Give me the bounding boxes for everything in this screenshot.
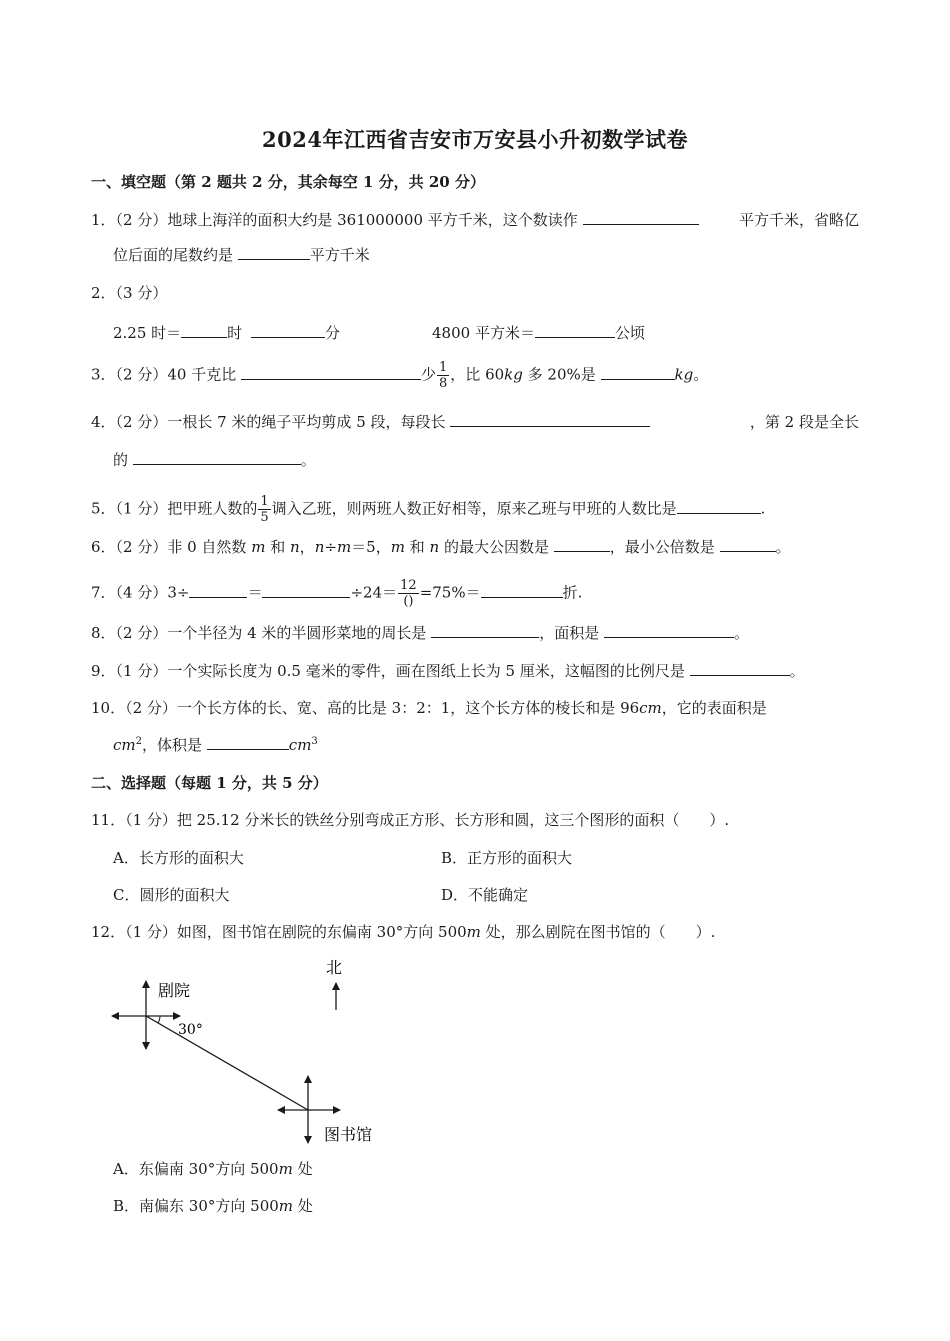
- q12-text-b: 处，那么剧院在图书馆的（ ）.: [480, 923, 716, 941]
- q6-var-n: n: [290, 538, 300, 556]
- q3-unit-kg2: kg: [674, 365, 694, 384]
- q8-text-b: ，面积是: [539, 624, 600, 642]
- question-10-line1: [91, 697, 767, 719]
- q6-blank-gcd[interactable]: [554, 536, 610, 552]
- q3-text-c: ，比 60: [450, 365, 505, 384]
- q2-text-d: 4800 平方米＝: [432, 324, 535, 342]
- question-7: [91, 578, 582, 609]
- q3-text-d: 多 20%是: [522, 365, 596, 384]
- q7-text-a: 7．（4 分）3÷: [91, 583, 190, 602]
- angle-label: 30°: [178, 1022, 203, 1038]
- q9-text-b: 。: [789, 662, 805, 680]
- q10-sup3: 3: [311, 736, 318, 747]
- q8-text-c: 。: [734, 624, 750, 642]
- q12-option-b-text: B．南偏东 30°方向 500: [113, 1197, 279, 1215]
- q12-unit-m: m: [466, 923, 481, 941]
- q12-option-b[interactable]: [113, 1195, 313, 1217]
- q12-option-a-suffix: 处: [292, 1160, 313, 1178]
- question-5: [91, 494, 765, 525]
- question-2-line2: [432, 322, 645, 344]
- q2-text-b: 时: [227, 324, 243, 342]
- q10-sup2: 2: [135, 736, 142, 747]
- q2-text-a: 2.25 时＝: [113, 324, 182, 342]
- q6-var-n3: n: [429, 538, 440, 556]
- question-1-line1: [91, 209, 859, 231]
- q11-option-d[interactable]: D．不能确定: [441, 886, 529, 904]
- q4-blank-length[interactable]: [450, 411, 650, 427]
- q6-var-m3: m: [390, 538, 405, 556]
- route-line: [146, 1016, 308, 1110]
- q5-frac-den: 5: [260, 510, 269, 525]
- question-4-line1: [91, 411, 859, 433]
- q12-text-a: 12．（1 分）如图，图书馆在剧院的东偏南 30°方向 500: [91, 923, 467, 941]
- question-1-line2: [113, 244, 370, 266]
- q10-unit-cm3: cm: [288, 736, 312, 754]
- q1-blank-approx[interactable]: [238, 244, 310, 260]
- q6-var-n2: n: [314, 538, 325, 556]
- q4-text-b: ，第 2 段是全长: [749, 413, 859, 431]
- q5-text-c: .: [760, 499, 766, 518]
- question-11-stem: 11．（1 分）把 25.12 分米长的铁丝分别弯成正方形、长方形和圆，这三个图形的面积（ ）.: [91, 811, 730, 829]
- q8-blank-perimeter[interactable]: [431, 622, 539, 638]
- q2-blank-minutes[interactable]: [251, 322, 325, 338]
- question-8: [91, 622, 749, 644]
- q3-unit-kg: kg: [504, 365, 523, 384]
- q3-text-a: 3．（2 分）40 千克比: [91, 365, 237, 384]
- section-1-heading: 一、填空题（第 2 题共 2 分，其余每空 1 分，共 20 分）: [91, 173, 485, 191]
- library-label: 图书馆: [324, 1125, 373, 1144]
- question-9: [91, 660, 805, 682]
- q7-text-d: =75%＝: [419, 583, 481, 602]
- q3-frac-num: 1: [439, 360, 448, 375]
- q1-unit: 平方千米: [309, 246, 370, 264]
- q12-option-a-text: A．东偏南 30°方向 500: [113, 1160, 279, 1178]
- question-2-label: 2．（3 分）: [91, 284, 168, 302]
- exam-title: 2024年江西省吉安市万安县小升初数学试卷: [262, 127, 688, 152]
- q6-blank-lcm[interactable]: [720, 536, 776, 552]
- q10-unit-cm: cm: [639, 699, 662, 717]
- q6-div: ÷: [324, 538, 337, 556]
- q6-comma: ，: [299, 538, 315, 556]
- q1-text: 1．（2 分）地球上海洋的面积大约是 361000000 平方千米，这个数读作: [91, 211, 578, 229]
- q2-blank-hectares[interactable]: [535, 322, 615, 338]
- q4-blank-fraction[interactable]: [133, 449, 301, 465]
- q2-text-e: 公顷: [614, 324, 645, 342]
- q10-text-c: ，体积是: [142, 736, 203, 754]
- q1-blank-reading[interactable]: [583, 209, 699, 225]
- q6-text-c: ，最小公倍数是: [609, 538, 715, 556]
- q3-text-e: 。: [693, 365, 709, 384]
- q7-text-c: ÷24＝: [350, 583, 398, 602]
- north-label: 北: [326, 958, 343, 977]
- q5-text-b: 调入乙班，则两班人数正好相等，原来乙班与甲班的人数比是: [271, 499, 677, 518]
- q11-option-a[interactable]: A．长方形的面积大: [113, 849, 244, 867]
- section-2-heading: 二、选择题（每题 1 分，共 5 分）: [91, 774, 328, 792]
- q9-text-a: 9．（1 分）一个实际长度为 0.5 毫米的零件，画在图纸上长为 5 厘米，这幅图的比例尺是: [91, 662, 685, 680]
- question-3: [91, 360, 708, 391]
- q11-option-b[interactable]: B．正方形的面积大: [441, 849, 573, 867]
- q10-unit-cm2: cm: [113, 736, 136, 754]
- q12-direction-figure: [100, 950, 520, 1150]
- question-2-line1: [113, 322, 340, 344]
- q6-and: 和: [265, 538, 290, 556]
- q3-blank-1[interactable]: [241, 364, 421, 380]
- q12-option-a-unit: m: [278, 1160, 293, 1178]
- q5-text-a: 5．（1 分）把甲班人数的: [91, 499, 258, 518]
- q7-fraction: [398, 578, 419, 609]
- q3-blank-2[interactable]: [601, 364, 675, 380]
- q12-option-b-unit: m: [278, 1197, 294, 1215]
- q5-fraction: [258, 494, 270, 525]
- q8-text-a: 8．（2 分）一个半径为 4 米的半圆形菜地的周长是: [91, 624, 427, 642]
- q7-blank-2[interactable]: [262, 582, 350, 598]
- q6-var-m2: m: [336, 538, 352, 556]
- q10-text-b: ，它的表面积是: [661, 699, 767, 717]
- q10-blank-volume[interactable]: [207, 734, 289, 750]
- q6-text-a: 6．（2 分）非 0 自然数: [91, 538, 247, 556]
- q6-text-d: 。: [775, 538, 791, 556]
- q11-option-c[interactable]: C．圆形的面积大: [113, 886, 230, 904]
- q6-and2: 和: [404, 538, 430, 556]
- q7-frac-den[interactable]: (): [403, 594, 414, 609]
- q3-frac-den: 8: [439, 376, 448, 391]
- q9-blank-scale[interactable]: [690, 660, 790, 676]
- q1-mid-text: 平方千米，省略亿: [738, 211, 859, 229]
- q7-blank-1[interactable]: [189, 582, 247, 598]
- question-6: [91, 536, 791, 558]
- q8-blank-area[interactable]: [604, 622, 734, 638]
- question-10-line2: [113, 734, 318, 756]
- q6-eq: ＝5，: [351, 538, 391, 556]
- q2-text-c: 分: [324, 324, 340, 342]
- q10-text-a: 10．（2 分）一个长方体的长、宽、高的比是 3：2：1，这个长方体的棱长和是 96: [91, 699, 640, 717]
- q7-text-e: 折.: [562, 583, 583, 602]
- q7-blank-3[interactable]: [481, 582, 563, 598]
- q4-text-c: 的: [113, 451, 129, 469]
- theater-label: 剧院: [158, 981, 191, 1000]
- q5-frac-num: 1: [260, 494, 269, 509]
- q4-text-d: 。: [300, 451, 316, 469]
- q12-option-b-suffix: 处: [293, 1197, 313, 1215]
- angle-arc: [158, 1016, 160, 1023]
- question-12-stem: [91, 921, 715, 943]
- q12-option-a[interactable]: [113, 1158, 313, 1180]
- q4-text-a: 4．（2 分）一根长 7 米的绳子平均剪成 5 段，每段长: [91, 413, 446, 431]
- q3-fraction: [437, 360, 449, 391]
- q6-text-b: 的最大公因数是: [439, 538, 549, 556]
- question-4-line2: [113, 449, 316, 471]
- q2-blank-hours[interactable]: [181, 322, 227, 338]
- q1-line2-text: 位后面的尾数约是: [113, 246, 234, 264]
- q7-frac-num: 12: [400, 578, 417, 593]
- q7-text-b: ＝: [247, 583, 263, 602]
- q5-blank-ratio[interactable]: [677, 498, 761, 514]
- q6-var-m: m: [251, 538, 266, 556]
- q3-text-b: 少: [421, 365, 437, 384]
